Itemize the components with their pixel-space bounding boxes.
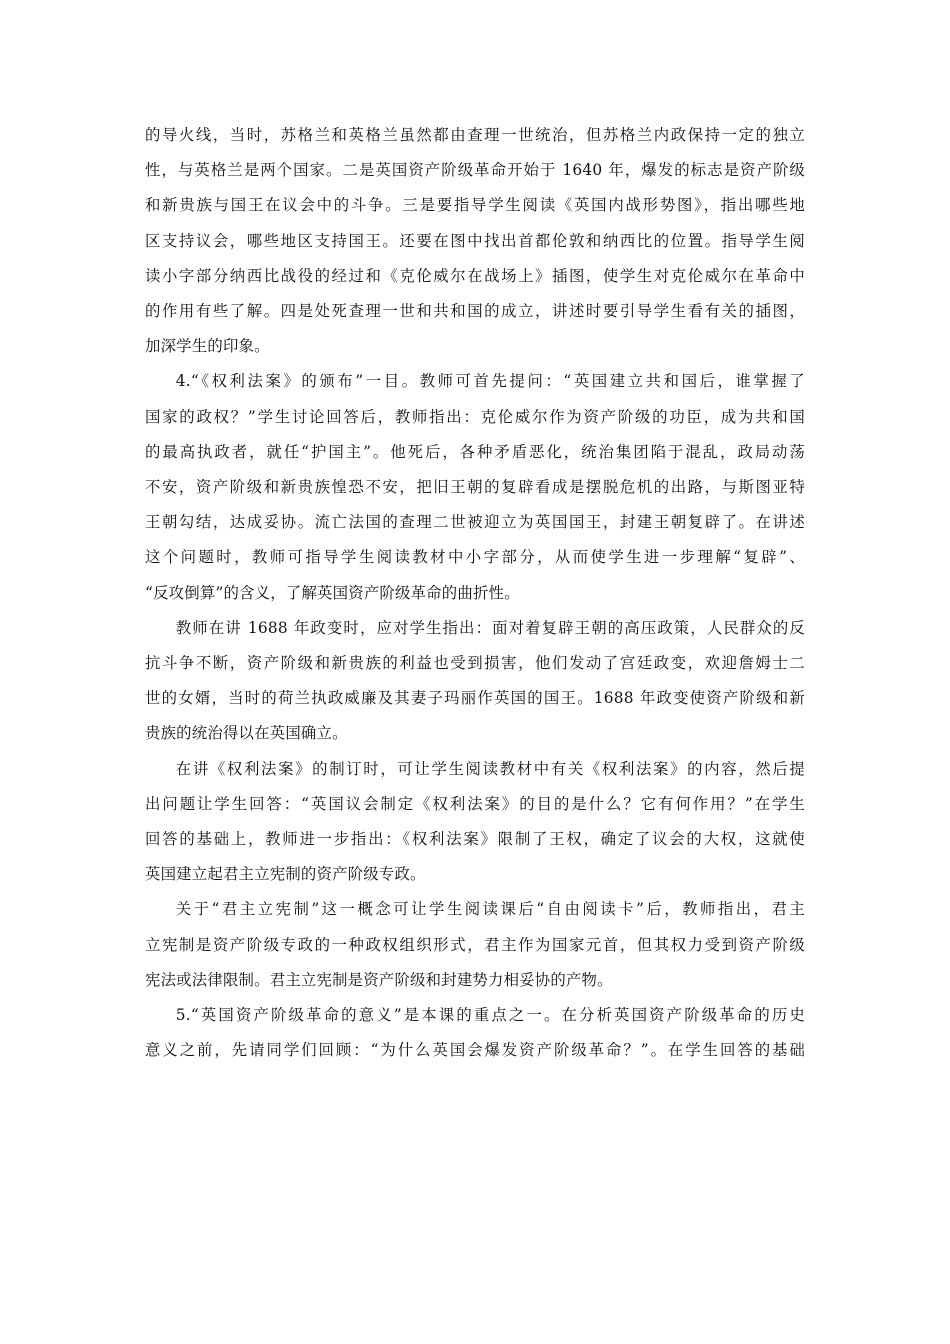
text-line: 回答的基础上，教师进一步指出：《权利法案》限制了王权，确定了议会的大权，这就使 xyxy=(145,830,805,849)
text-line: 5.“英国资产阶级革命的意义”是本课的重点之一。在分析英国资产阶级革命的历史 xyxy=(175,1006,805,1025)
paragraph-bill-drafting xyxy=(145,752,805,893)
document-body xyxy=(145,118,805,1068)
text-line: 区支持议会，哪些地区支持国王。还要在图中找出首都伦敦和纳西比的位置。指导学生阅 xyxy=(145,231,805,250)
text-line: 抗斗争不断，资产阶级和新贵族的利益也受到损害，他们发动了宫廷政变，欢迎詹姆士二 xyxy=(145,654,805,673)
paragraph-civil-war xyxy=(145,118,805,364)
paragraph-glorious-revolution xyxy=(145,611,805,752)
paragraph-bill-of-rights xyxy=(145,364,805,610)
text-line: 4.“《权利法案》的颁布”一目。教师可首先提问：“英国建立共和国后，谁掌握了 xyxy=(175,372,805,391)
text-line: 的导火线，当时，苏格兰和英格兰虽然都由查理一世统治，但苏格兰内政保持一定的独立 xyxy=(145,126,805,144)
text-line: 世的女婿，当时的荷兰执政威廉及其妻子玛丽作英国的国王。1688 年政变使资产阶级和新 xyxy=(145,689,805,708)
text-line: 立宪制是资产阶级专政的一种政权组织形式，君主作为国家元首，但其权力受到资产阶级 xyxy=(145,935,805,954)
text-line: 贵族的统治得以在英国确立。 xyxy=(145,724,348,743)
text-line: “反攻倒算”的含义，了解英国资产阶级革命的曲折性。 xyxy=(145,583,520,602)
text-line: 出问题让学生回答：“英国议会制定《权利法案》的目的是什么？它有何作用？”在学生 xyxy=(145,794,805,813)
text-line: 和新贵族与国王在议会中的斗争。三是要指导学生阅读《英国内战形势图》，指出哪些地 xyxy=(145,196,805,215)
text-line: 不安，资产阶级和新贵族惶恐不安，把旧王朝的复辟看成是摆脱危机的出路，与斯图亚特 xyxy=(145,478,805,497)
paragraph-revolution-significance xyxy=(145,998,805,1068)
text-line: 英国建立起君主立宪制的资产阶级专政。 xyxy=(145,865,426,884)
text-line: 王朝勾结，达成妥协。流亡法国的查理二世被迎立为英国国王，封建王朝复辟了。在讲述 xyxy=(145,513,805,532)
text-line: 宪法或法律限制。君主立宪制是资产阶级和封建势力相妥协的产物。 xyxy=(145,970,613,989)
text-line: 的作用有些了解。四是处死查理一世和共和国的成立，讲述时要引导学生看有关的插图， xyxy=(145,302,805,321)
text-line: 关于“君主立宪制”这一概念可让学生阅读课后“自由阅读卡”后，教师指出，君主 xyxy=(175,900,805,919)
paragraph-constitutional-monarchy xyxy=(145,892,805,998)
text-line: 的最高执政者，就任“护国主”。他死后，各种矛盾恶化，统治集团陷于混乱，政局动荡 xyxy=(145,442,805,461)
text-line: 国家的政权？”学生讨论回答后，教师指出：克伦威尔作为资产阶级的功臣，成为共和国 xyxy=(145,407,805,426)
text-line: 在讲《权利法案》的制订时，可让学生阅读教材中有关《权利法案》的内容，然后提 xyxy=(175,759,805,778)
text-line: 这个问题时，教师可指导学生阅读教材中小字部分，从而使学生进一步理解“复辟”、 xyxy=(145,548,805,567)
text-line: 意义之前，先请同学们回顾：“为什么英国会爆发资产阶级革命？”。在学生回答的基础 xyxy=(145,1041,805,1060)
text-line: 教师在讲 1688 年政变时，应对学生指出：面对着复辟王朝的高压政策，人民群众的反 xyxy=(175,618,805,637)
text-line: 加深学生的印象。 xyxy=(145,337,270,356)
text-line: 性，与英格兰是两个国家。二是英国资产阶级革命开始于 1640 年，爆发的标志是资产阶级 xyxy=(145,161,805,180)
text-line: 读小字部分纳西比战役的经过和《克伦威尔在战场上》插图，使学生对克伦威尔在革命中 xyxy=(145,266,805,285)
